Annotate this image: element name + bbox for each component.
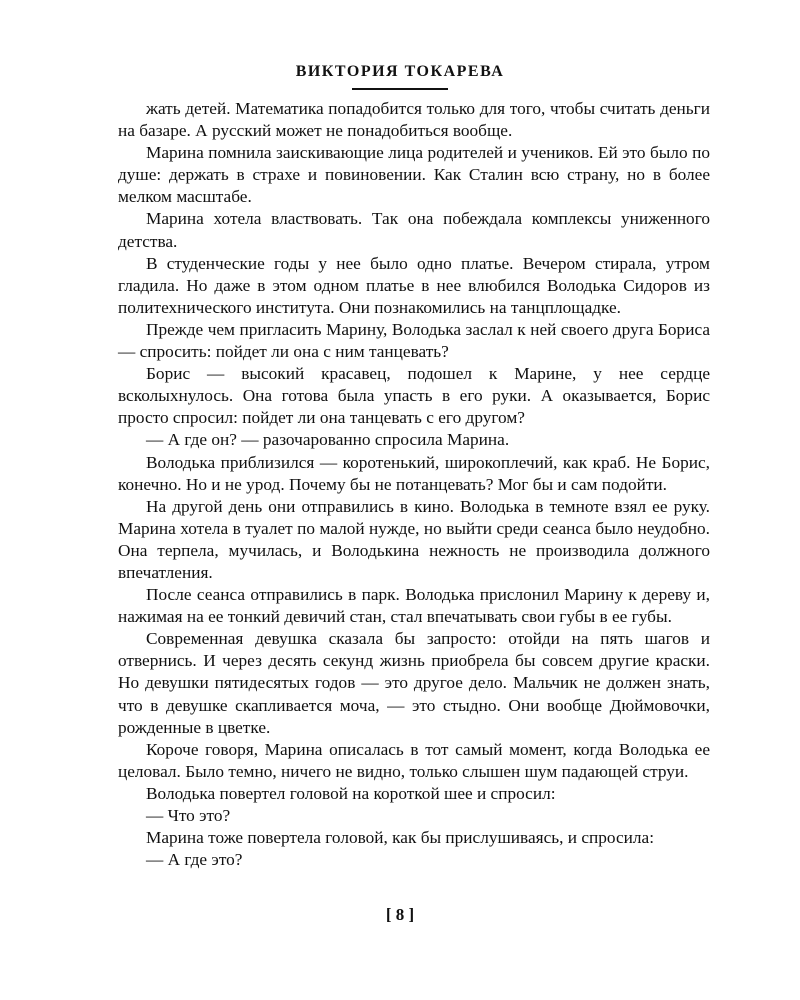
running-header xyxy=(0,62,800,90)
dialogue-line: — Что это? xyxy=(146,806,231,825)
paragraph: Володька повертел головой на короткой шее и спросил: xyxy=(146,783,556,803)
paragraph: Борис — высокий красавец, подошел к Марине, у нее сердце всколыхнулось. Она готова была упасть в его руки. А оказывается, Борис просто спросил: пойдет ли она танцевать с его другом? xyxy=(118,364,710,428)
page-text-body xyxy=(118,98,710,871)
paragraph: После сеанса отправились в парк. Володька прислонил Марину к дереву и, нажимая на ее тонкий девичий стан, стал впечатывать свои губы в ее губы. xyxy=(118,585,710,627)
paragraph: Марина помнила заискивающие лица родителей и учеников. Ей это было по душе: держать в страхе и повиновении. Как Сталин всю страну, но в более мелком масштабе. xyxy=(118,143,710,207)
paragraph: Современная девушка сказала бы запросто: отойди на пять шагов и отвернись. И через десять секунд жизнь приобрела бы совсем другие краски. Но девушки пятидесятых годов — это другое дело. Мальчик не должен знать, что в девушке скапливается моча, — это стыдно. Они вообще Дюймовочки, рожденные в цветке. xyxy=(118,629,710,737)
running-header-title: ВИКТОРИЯ ТОКАРЕВА xyxy=(295,63,505,80)
paragraph: В студенческие годы у нее было одно платье. Вечером стирала, утром гладила. Но даже в этом одном платье в нее влюбился Володька Сидоров из политехнического института. Они познакомились на танцплощадке. xyxy=(118,253,710,317)
paragraph: жать детей. Математика попадобится только для того, чтобы считать деньги на базаре. А русский может не понадобиться вообще. xyxy=(118,99,710,141)
page-number: [ 8 ] xyxy=(385,905,415,924)
paragraph: Володька приблизился — коротенький, широкоплечий, как краб. Не Борис, конечно. Но и не урод. Почему бы не потанцевать? Мог бы и сам подойти. xyxy=(118,452,710,494)
paragraph: Короче говоря, Марина описалась в тот самый момент, когда Володька ее целовал. Было темно, ничего не видно, только слышен шум падающей струи. xyxy=(118,739,710,781)
paragraph: Марина тоже повертела головой, как бы прислушиваясь, и спросила: xyxy=(146,828,654,848)
paragraph: Прежде чем пригласить Марину, Володька заслал к ней своего друга Бориса — спросить: пойдет ли она с ним танцевать? xyxy=(118,319,710,362)
paragraph: Марина хотела властвовать. Так она побеждала комплексы униженного детства. xyxy=(118,209,710,251)
header-rule xyxy=(352,88,448,90)
dialogue-line: — А где он? — разочарованно спросила Марина. xyxy=(146,430,510,450)
dialogue-line: — А где это? xyxy=(146,850,243,870)
paragraph: На другой день они отправились в кино. Володька в темноте взял ее руку. Марина хотела в туалет по малой нужде, но выйти среди сеанса было неудобно. Она терпела, мучилась, и Володькина нежность не производила должного впечатления. xyxy=(118,496,710,582)
